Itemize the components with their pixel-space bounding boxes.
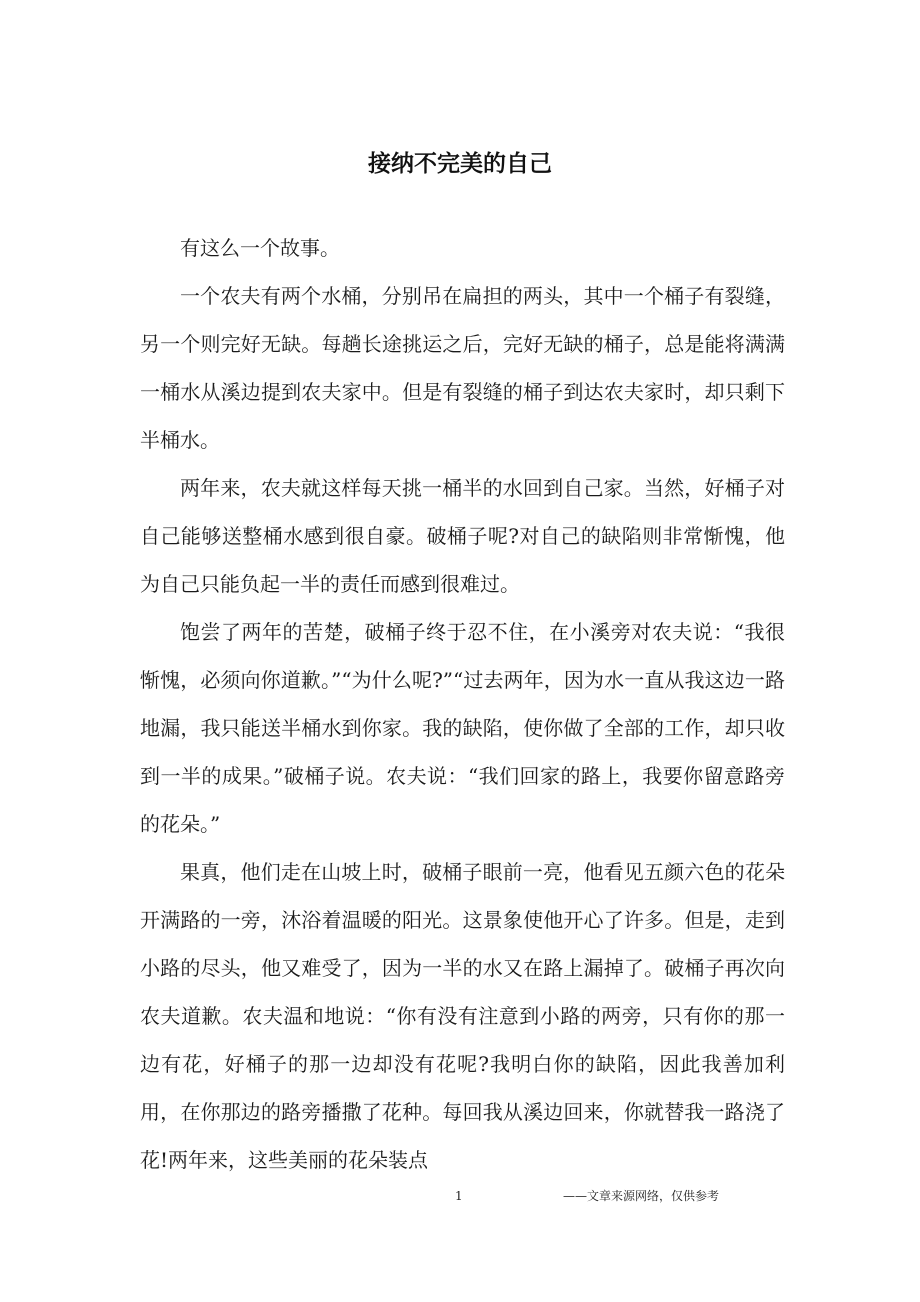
paragraph-4: 饱尝了两年的苦楚，破桶子终于忍不住，在小溪旁对农夫说：“我很惭愧，必须向你道歉。”“为什么呢?”“过去两年，因为水一直从我这边一路地漏，我只能送半桶水到你家。我的缺陷，使你做了全部的工作，却只收到一半的成果。”破桶子说。农夫说：“我们回家的路上，我要你留意路旁的花朵。” [140,620,785,836]
source-note: ——文章来源网络，仅供参考 [563,1189,720,1203]
page-number: 1 [455,1189,463,1203]
paragraph-1: 有这么一个故事。 [180,236,340,260]
paragraph-5: 果真，他们走在山坡上时，破桶子眼前一亮，他看见五颜六色的花朵开满路的一旁，沐浴着温暖的阳光。这景象使他开心了许多。但是，走到小路的尽头，他又难受了，因为一半的水又在路上漏掉了。破桶子再次向农夫道歉。农夫温和地说：“你有没有注意到小路的两旁，只有你的那一边有花，好桶子的那一边却没有花呢?我明白你的缺陷，因此我善加利用，在你那边的路旁播撒了花种。每回我从溪边回来，你就替我一路浇了花!两年来，这些美丽的花朵装点 [140,860,785,1172]
document-body [140,224,785,1184]
paragraph-2: 一个农夫有两个水桶，分别吊在扁担的两头，其中一个桶子有裂缝，另一个则完好无缺。每趟长途挑运之后，完好无缺的桶子，总是能将满满一桶水从溪边提到农夫家中。但是有裂缝的桶子到达农夫家时，却只剩下半桶水。 [140,284,785,452]
document-title: 接纳不完美的自己 [368,151,552,177]
paragraph-3: 两年来，农夫就这样每天挑一桶半的水回到自己家。当然，好桶子对自己能够送整桶水感到很自豪。破桶子呢?对自己的缺陷则非常惭愧，他为自己只能负起一半的责任而感到很难过。 [140,476,785,596]
